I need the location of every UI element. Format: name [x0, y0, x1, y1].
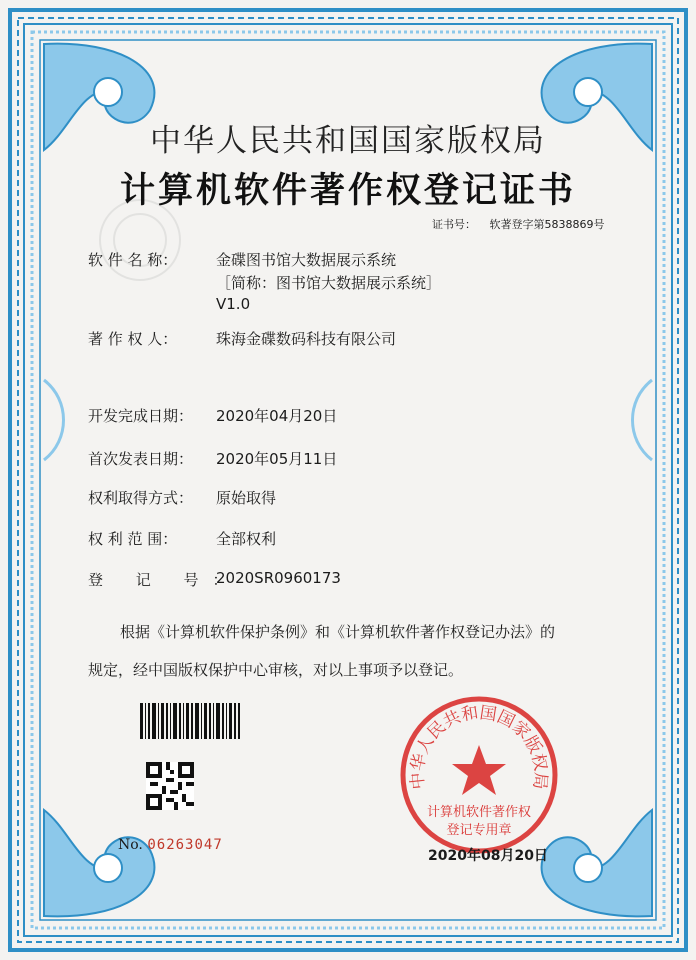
field-value: 全部权利: [216, 530, 277, 548]
star-icon: [452, 745, 506, 795]
field-value: 2020SR0960173: [216, 569, 341, 587]
field-label: 登 记 号：: [88, 571, 242, 589]
field-label: 开发完成日期：: [88, 407, 194, 425]
field-value: 2020年04月20日: [216, 407, 338, 425]
field-label: 软 件 名 称：: [88, 251, 178, 269]
software-name-full: 金碟图书馆大数据展示系统: [216, 251, 397, 269]
cert-number-value: 软著登字第5838869号: [489, 218, 605, 231]
barcode-image: [140, 703, 240, 739]
seal-line-2: 登记专用章: [446, 823, 512, 838]
issue-date: 2020年08月20日: [428, 848, 548, 864]
field-value: 2020年05月11日: [216, 450, 338, 468]
serial-value: 06263047: [147, 837, 223, 853]
software-version: V1.0: [216, 295, 251, 313]
corner-ornament-bl: [44, 810, 154, 916]
issuing-authority: 中华人民共和国国家版权局: [150, 123, 546, 159]
field-label: 首次发表日期：: [88, 450, 194, 468]
certificate-number: [432, 216, 605, 232]
field-label: 著 作 权 人：: [88, 330, 178, 348]
seal-ring-text: 中华人民共和国国家版权局: [407, 702, 551, 791]
qr-code-image: [146, 762, 194, 810]
cert-number-label: 证书号：: [432, 218, 476, 231]
field-value: 珠海金碟数码科技有限公司: [216, 330, 397, 348]
seal-line-1: 计算机软件著作权: [426, 805, 532, 820]
certificate-title: 计算机软件著作权登记证书: [119, 170, 576, 211]
statement-line-1: 根据《计算机软件保护条例》和《计算机软件著作权登记办法》的: [120, 623, 556, 641]
statement-line-2: 规定，经中国版权保护中心审核，对以上事项予以登记。: [88, 661, 464, 679]
serial-prefix: No.: [118, 837, 143, 853]
field-value: 原始取得: [216, 489, 277, 507]
field-label: 权 利 范 围：: [88, 530, 178, 548]
field-label: 权利取得方式：: [88, 489, 194, 507]
official-seal: [397, 693, 561, 857]
software-name-short: ［简称：图书馆大数据展示系统］: [216, 274, 442, 292]
serial-number: [118, 837, 223, 853]
